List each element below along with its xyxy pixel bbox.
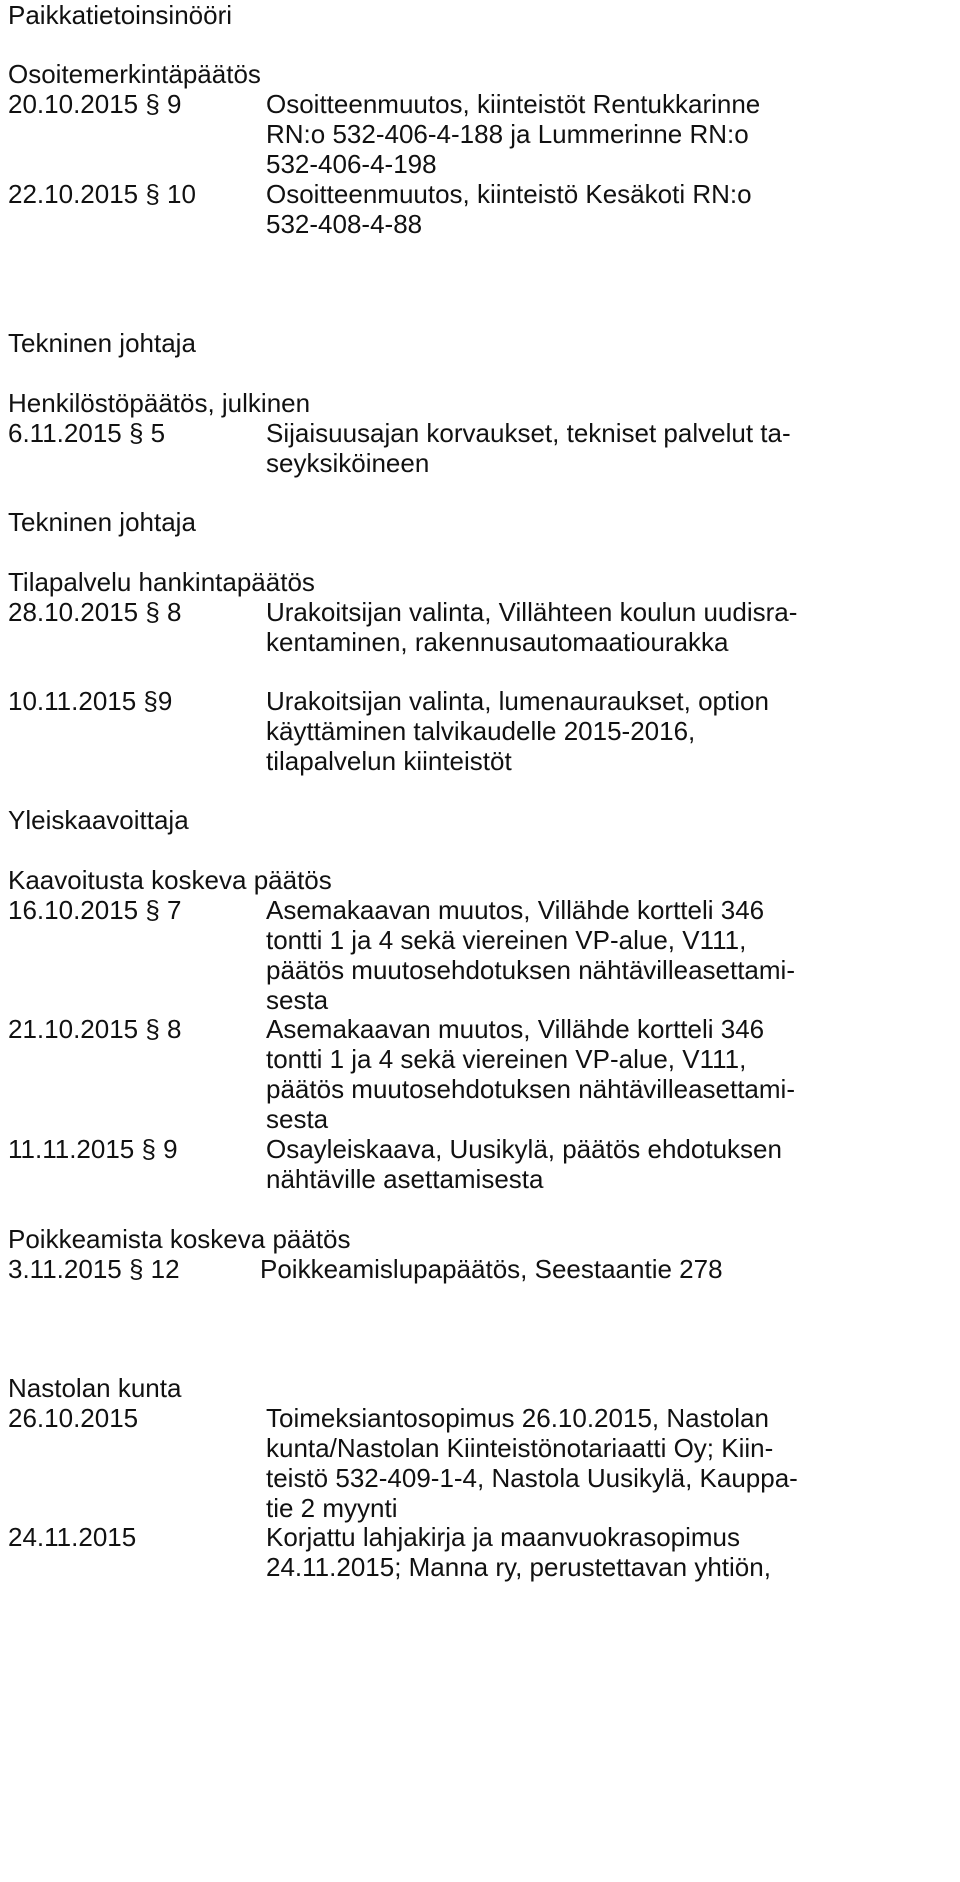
decision-ref: 20.10.2015 § 9 — [8, 89, 182, 119]
decision-ref: 3.11.2015 § 12 — [8, 1254, 180, 1284]
decision-text: Osoitteenmuutos, kiinteistö Kesäkoti RN:o 532-408-4-88 — [266, 179, 752, 239]
decision-ref: 16.10.2015 § 7 — [8, 895, 182, 925]
decision-text: Sijaisuusajan korvaukset, tekniset palvelut ta- seyksiköineen — [266, 418, 791, 478]
decision-ref: 28.10.2015 § 8 — [8, 597, 182, 627]
section-title: Tekninen johtaja — [8, 328, 196, 358]
decision-text: Asemakaavan muutos, Villähde kortteli 346 tontti 1 ja 4 sekä viereinen VP-alue, V111, päätös muutosehdotuksen nähtävilleasettami- sesta — [266, 895, 795, 1015]
decision-text: Poikkeamislupapäätös, Seestaantie 278 — [260, 1254, 723, 1284]
section-title: Tekninen johtaja — [8, 507, 196, 537]
group-heading: Osoitemerkintäpäätös — [8, 59, 261, 89]
decision-ref: 26.10.2015 — [8, 1403, 139, 1433]
decision-text: Toimeksiantosopimus 26.10.2015, Nastolan kunta/Nastolan Kiinteistönotariaatti Oy; Kiin- teistö 532-409-1-4, Nastola Uusikylä, Kauppa- tie 2 myynti — [266, 1403, 798, 1523]
decision-text: Korjattu lahjakirja ja maanvuokrasopimus 24.11.2015; Manna ry, perustettavan yhtiön, — [266, 1522, 771, 1582]
group-heading: Poikkeamista koskeva päätös — [8, 1224, 351, 1254]
decision-text: Osoitteenmuutos, kiinteistöt Rentukkarinne RN:o 532-406-4-188 ja Lummerinne RN:o 532-406-4-198 — [266, 89, 761, 179]
decision-ref: 22.10.2015 § 10 — [8, 179, 196, 209]
group-heading: Tilapalvelu hankintapäätös — [8, 567, 315, 597]
section-title: Paikkatietoinsinööri — [8, 0, 233, 30]
decision-text: Asemakaavan muutos, Villähde kortteli 346 tontti 1 ja 4 sekä viereinen VP-alue, V111, päätös muutosehdotuksen nähtävilleasettami- sesta — [266, 1014, 795, 1134]
decision-ref: 24.11.2015 — [8, 1522, 137, 1552]
section-title: Yleiskaavoittaja — [8, 805, 189, 835]
decision-ref: 21.10.2015 § 8 — [8, 1014, 182, 1044]
group-heading: Kaavoitusta koskeva päätös — [8, 865, 332, 895]
section-title: Nastolan kunta — [8, 1373, 182, 1403]
decision-text: Osayleiskaava, Uusikylä, päätös ehdotuksen nähtäville asettamisesta — [266, 1134, 782, 1194]
group-heading: Henkilöstöpäätös, julkinen — [8, 388, 311, 418]
decision-ref: 11.11.2015 § 9 — [8, 1134, 178, 1164]
decision-text: Urakoitsijan valinta, Villähteen koulun uudisra- kentaminen, rakennusautomaatiourakka — [266, 597, 798, 657]
decision-ref: 10.11.2015 §9 — [8, 686, 173, 716]
decision-text: Urakoitsijan valinta, lumenauraukset, option käyttäminen talvikaudelle 2015-2016, tilapalvelun kiinteistöt — [266, 686, 769, 776]
decision-ref: 6.11.2015 § 5 — [8, 418, 166, 448]
